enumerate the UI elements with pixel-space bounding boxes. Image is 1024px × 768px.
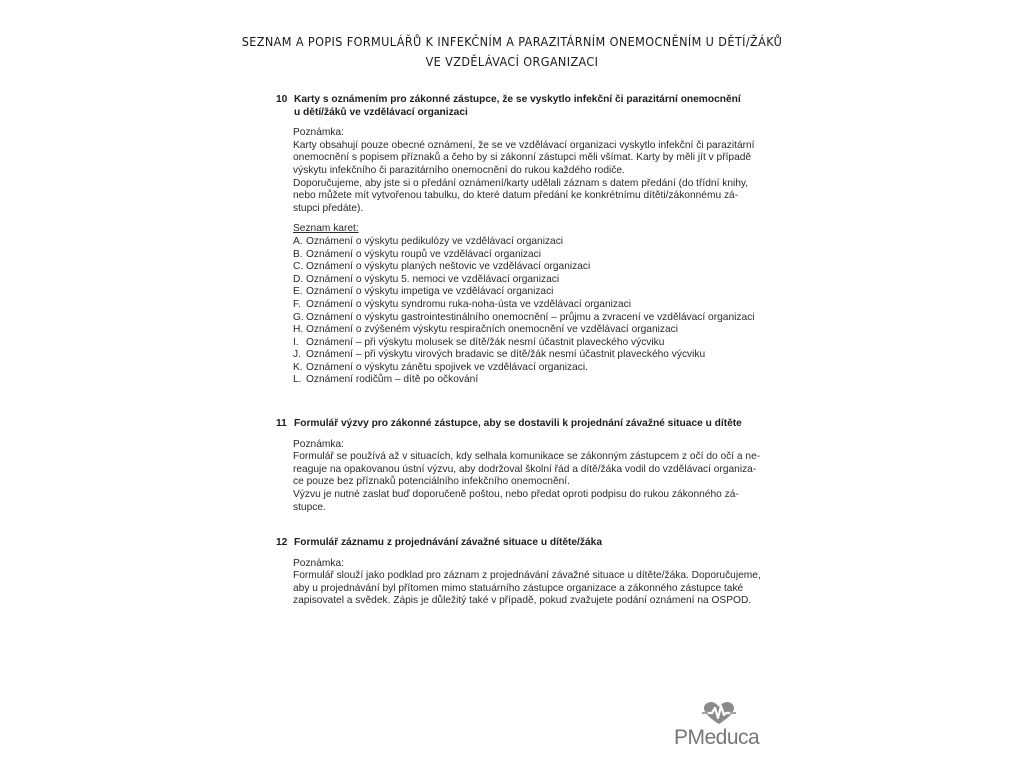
- list-item-text: Oznámení o výskytu zánětu spojivek ve vzdělávací organizaci.: [306, 361, 588, 373]
- section-title: Karty s oznámením pro zákonné zástupce, že se vyskytlo infekční či parazitární onemocnění u dětí/žáků ve vzdělávací organizaci: [294, 94, 741, 118]
- list-item-text: Oznámení – při výskytu molusek se dítě/žák nesmí účastnit plaveckého výcviku: [306, 336, 665, 348]
- section-body: [293, 439, 766, 515]
- list-item-letter: A.: [293, 235, 303, 247]
- heart-pulse-icon: [702, 702, 736, 726]
- note-text: Formulář slouží jako podklad pro záznam z projednávání závažné situace u dítěte/žáka. Doporučujeme, aby u projednávání byl přítomen mimo statuárního zástupce organizace a zákonného zástupce také zapisovatel a svědek. Zápis je důležitý také v případě, pokud zvažujete podání oznámení na OSPOD.: [293, 570, 761, 607]
- list-item: [293, 236, 766, 249]
- list-item: [293, 261, 766, 274]
- list-item: [293, 362, 766, 375]
- list-item: [293, 286, 766, 299]
- list-item: [293, 249, 766, 262]
- list-item-text: Oznámení o výskytu impetiga ve vzdělávací organizaci: [306, 286, 554, 298]
- list-item-letter: E.: [293, 286, 303, 298]
- list-item-letter: G.: [293, 311, 304, 323]
- list-item: [293, 337, 766, 350]
- list-item: [293, 374, 766, 387]
- note-label: Poznámka:: [293, 127, 344, 139]
- section-title: Formulář záznamu z projednávání závažné situace u dítěte/žáka: [294, 537, 602, 548]
- list-item-letter: D.: [293, 273, 304, 285]
- list-item: [293, 312, 766, 325]
- list-item-letter: K.: [293, 361, 303, 373]
- list-item: [293, 274, 766, 287]
- list-item-letter: L.: [293, 374, 302, 386]
- list-item-text: Oznámení o výskytu planých neštovic ve vzdělávací organizaci: [306, 261, 591, 273]
- list-item-letter: J.: [293, 349, 301, 361]
- list-item-letter: I.: [293, 336, 299, 348]
- list-item-text: Oznámení rodičům – dítě po očkování: [306, 374, 479, 386]
- list-item-text: Oznámení o výskytu gastrointestinálního onemocnění – průjmu a zvracení ve vzdělávací organizaci: [306, 311, 755, 323]
- document-title: SEZNAM A POPIS FORMULÁŘŮ K INFEKČNÍM A PARAZITÁRNÍM ONEMOCNĚNÍM U DĚTÍ/ŽÁKŮ VE VZDĚLÁVACÍ ORGANIZACI: [241, 34, 783, 69]
- section-heading: [276, 418, 766, 431]
- list-item: [293, 299, 766, 312]
- list-item-text: Oznámení o výskytu syndromu ruka-noha-ústa ve vzdělávací organizaci: [306, 298, 632, 310]
- list-item-text: Oznámení o výskytu 5. nemoci ve vzdělávací organizaci: [306, 273, 560, 285]
- note-label: Poznámka:: [293, 438, 344, 450]
- list-item: [293, 324, 766, 337]
- card-list: [293, 236, 766, 387]
- logo-text: PMeduca: [674, 726, 760, 749]
- section-number: 12: [276, 537, 288, 548]
- list-item-letter: B.: [293, 248, 303, 260]
- list-item: [293, 349, 766, 362]
- list-item-letter: C.: [293, 261, 304, 273]
- list-item-letter: H.: [293, 324, 304, 336]
- note-text: Formulář se používá až v situacích, kdy selhala komunikace se zákonným zástupcem z očí do očí a ne- reaguje na opakovanou ústní výzvu, aby dodržoval školní řád a dítě/žáka vodil do vzdělávací organiza- ce pouze bez příznaků potenciálního infekčního onemocnění. Výzvu je nutné zaslat buď doporučeně poštou, nebo předat oproti podpisu do rukou zákonného zá- stupce.: [293, 451, 761, 513]
- list-item-text: Oznámení o zvýšeném výskytu respiračních onemocnění ve vzdělávací organizaci: [306, 324, 679, 336]
- list-item-letter: F.: [293, 298, 301, 310]
- section-title: Formulář výzvy pro zákonné zástupce, aby se dostavili k projednání závažné situace u dítěte: [294, 418, 742, 429]
- section-11: [276, 418, 766, 514]
- list-item-text: Oznámení – při výskytu virových bradavic se dítě/žák nesmí účastnit plaveckého výcviku: [306, 349, 706, 361]
- section-number: 11: [276, 418, 287, 429]
- pmeduca-logo: [674, 702, 764, 752]
- section-12: [276, 537, 766, 608]
- list-item-text: Oznámení o výskytu pedikulózy ve vzdělávací organizaci: [306, 235, 564, 247]
- section-heading: [276, 94, 766, 119]
- section-body: [293, 558, 766, 608]
- list-label: Seznam karet:: [293, 223, 359, 235]
- section-10: [276, 94, 766, 387]
- note-text: Karty obsahují pouze obecné oznámení, že se ve vzdělávací organizaci vyskytlo infekční či parazitární onemocnění s popisem příznaků a čeho by si zákonní zástupci měli všímat. Karty by měli jít v případě výskytu infekčního či parazitárního onemocnění do rukou každého rodiče. Doporučujeme, aby jste si o předání oznámení/karty udělali záznam s datem předání (do třídní knihy, nebo můžete mít vytvořenou tabulku, do které datum předání ke konkrétnímu dítěti/zákonnému zá- stupci předáte).: [293, 139, 755, 214]
- list-item-text: Oznámení o výskytu roupů ve vzdělávací organizaci: [306, 248, 541, 260]
- section-number: 10: [276, 94, 288, 105]
- section-body: [293, 127, 766, 387]
- section-heading: [276, 537, 766, 550]
- note-label: Poznámka:: [293, 557, 344, 569]
